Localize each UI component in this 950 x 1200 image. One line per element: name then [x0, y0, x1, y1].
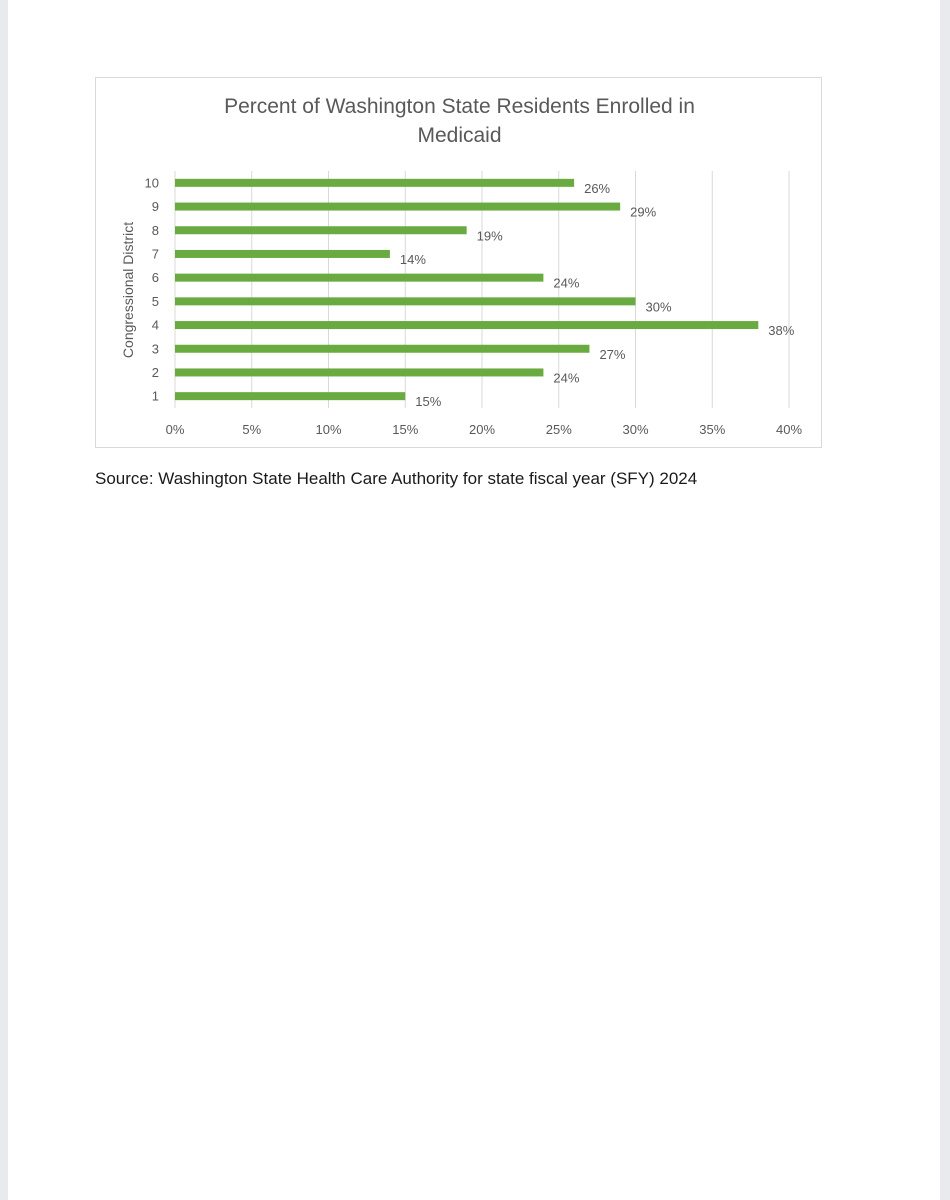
y-axis-title: Congressional District [120, 221, 136, 359]
x-tick-label: 35% [699, 422, 726, 437]
category-label: 1 [151, 388, 159, 404]
bar [175, 321, 758, 329]
category-label: 7 [151, 246, 159, 262]
bar [175, 368, 543, 376]
chart-title-line-2: Medicaid [417, 124, 502, 147]
x-tick-label: 40% [775, 422, 803, 437]
data-label: 29% [630, 204, 657, 220]
document-page [8, 0, 940, 1200]
bar [175, 179, 574, 187]
bar [175, 226, 467, 234]
x-tick-label: 5% [242, 422, 262, 437]
category-label: 4 [151, 317, 159, 333]
source-note: Source: Washington State Health Care Authority for state fiscal year (SFY) 2024 [95, 469, 698, 488]
x-tick-label: 10% [315, 422, 342, 437]
x-tick-label: 25% [545, 422, 572, 437]
category-label: 2 [151, 364, 159, 380]
category-label: 3 [151, 341, 159, 357]
category-label: 10 [144, 175, 159, 191]
chart-title-line-1: Percent of Washington State Residents Enrolled in [224, 95, 695, 118]
x-tick-label: 20% [468, 422, 496, 437]
bar [175, 274, 543, 282]
bar-chart [96, 78, 823, 449]
category-label: 5 [151, 293, 159, 309]
bar [175, 250, 390, 258]
bar [175, 392, 405, 400]
data-label: 14% [399, 251, 426, 267]
data-label: 24% [553, 370, 580, 386]
data-label: 19% [476, 228, 503, 244]
data-label: 26% [584, 180, 611, 196]
chart-container [95, 77, 822, 448]
data-label: 15% [415, 394, 442, 410]
x-tick-label: 15% [392, 422, 419, 437]
category-label: 8 [151, 222, 159, 238]
bar [175, 297, 636, 305]
x-tick-label: 30% [622, 422, 649, 437]
category-label: 6 [151, 270, 159, 286]
data-label: 24% [553, 275, 580, 291]
x-tick-label: 0% [165, 422, 185, 437]
bar [175, 203, 620, 211]
data-label: 30% [645, 299, 672, 315]
data-label: 38% [768, 323, 795, 339]
category-label: 9 [151, 199, 159, 215]
bar [175, 345, 589, 353]
data-label: 27% [599, 346, 626, 362]
